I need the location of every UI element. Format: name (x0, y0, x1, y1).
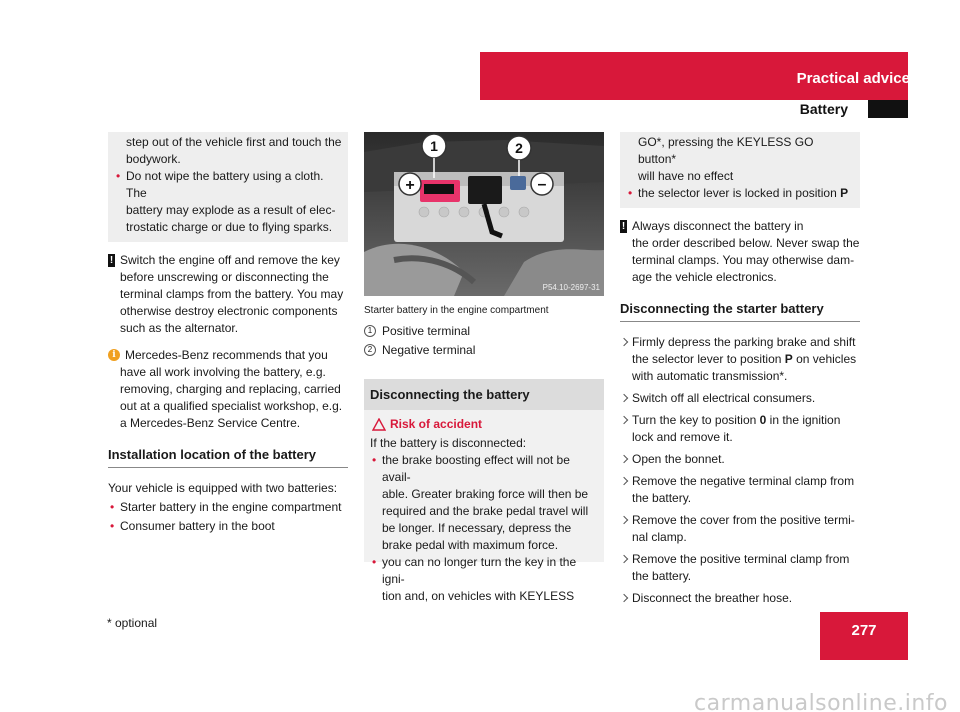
step-item (620, 334, 860, 385)
bullet-item: • the brake boosting effect will not be avail- (370, 452, 598, 486)
note-line: a Mercedes-Benz Service Centre. (120, 416, 301, 430)
legend-text: Positive terminal (382, 324, 471, 338)
legend-number: 1 (364, 325, 376, 337)
continuation-line: step out of the vehicle first and touch the (126, 135, 342, 149)
bullet-continuation: be longer. If necessary, depress the (382, 521, 572, 535)
step-line: the battery. (632, 491, 692, 505)
photo-label-minus: – (537, 176, 547, 193)
note-line: the order described below. Never swap the (632, 236, 860, 250)
step-line: Firmly depress the parking brake and shift (632, 335, 856, 349)
note-line: age the vehicle electronics. (632, 270, 777, 284)
position-key: P (840, 186, 849, 200)
step-line: the battery. (632, 569, 692, 583)
step-item (620, 512, 860, 546)
bullet-continuation: trostatic charge or due to flying sparks. (126, 220, 333, 234)
photo-label-plus: + (405, 177, 415, 194)
step-line: nal clamp. (632, 530, 687, 544)
photo-caption: Starter battery in the engine compartment (364, 305, 549, 316)
note-line: Switch the engine off and remove the key (120, 253, 340, 267)
column-left (108, 132, 348, 535)
risk-heading (370, 416, 598, 433)
step-text: the selector lever to position (632, 352, 785, 366)
step-line: with automatic transmission*. (632, 369, 788, 383)
step-line (632, 351, 860, 368)
legend-text: Negative terminal (382, 343, 476, 357)
note-line: terminal clamps from the battery. You may (120, 287, 344, 301)
exclamation-icon: ! (109, 255, 114, 266)
bullet-continuation: brake pedal with maximum force. (382, 538, 559, 552)
note-line: terminal clamps. You may otherwise dam- (632, 253, 855, 267)
step-line (632, 412, 860, 429)
intro-text: Your vehicle is equipped with two batteries: (108, 481, 338, 495)
bullet-continuation: battery may explode as a result of elec- (126, 203, 336, 217)
bullet-item: • Do not wipe the battery using a cloth. The (114, 168, 342, 202)
watermark: carmanualsonline.info (694, 691, 948, 712)
note-line: removing, charging and replacing, carried (120, 382, 341, 396)
step-item: Disconnect the breather hose. (620, 590, 860, 607)
legend-item (364, 342, 604, 359)
continuation-line: bodywork. (126, 152, 181, 166)
step-item: Switch off all electrical consumers. (620, 390, 860, 407)
photo-label-2: 2 (515, 140, 523, 156)
section-heading: Installation location of the battery (108, 446, 348, 468)
section-title: Practical advice (796, 70, 910, 87)
position-key: 0 (759, 413, 767, 427)
note-line: out at a qualified specialist workshop, e.g. (120, 399, 343, 413)
warning-note (108, 252, 348, 337)
step-item (620, 412, 860, 446)
note-line: before unscrewing or disconnecting the (120, 270, 329, 284)
column-right (620, 132, 860, 612)
bullet-text: the selector lever is locked in position (638, 186, 841, 200)
bullet-item (626, 185, 854, 202)
battery-photo (364, 132, 604, 296)
photo-code: P54.10-2697-31 (542, 283, 600, 292)
step-item: Open the bonnet. (620, 451, 860, 468)
step-item (620, 473, 860, 507)
page-number: 277 (851, 622, 877, 639)
legend-item (364, 323, 604, 340)
section-heading: Disconnecting the starter battery (620, 300, 860, 322)
shaded-continuation (108, 132, 348, 242)
step-text: Turn the key to position (632, 413, 760, 427)
note-line: such as the alternator. (120, 321, 239, 335)
photo-label-1: 1 (430, 138, 438, 154)
step-line: Remove the positive terminal clamp from (632, 552, 850, 566)
info-icon: i (108, 349, 120, 361)
warning-note (620, 218, 860, 286)
step-item (620, 551, 860, 585)
shaded-continuation (620, 132, 860, 208)
note-line: Mercedes-Benz recommends that you (125, 348, 328, 362)
bullet-continuation: able. Greater braking force will then be (382, 487, 589, 501)
risk-intro: If the battery is disconnected: (370, 436, 527, 450)
legend-number: 2 (364, 344, 376, 356)
bullet-item: • Consumer battery in the boot (108, 518, 348, 535)
bullet-item: • Starter battery in the engine compartment (108, 499, 348, 516)
warning-box-body (364, 410, 604, 603)
bullet-continuation: tion and, on vehicles with KEYLESS (382, 589, 575, 603)
exclamation-icon: ! (621, 221, 626, 232)
step-line: Remove the cover from the positive termi- (632, 513, 855, 527)
risk-title: Risk of accident (390, 417, 483, 431)
position-key: P (784, 352, 793, 366)
bullet-item: • you can no longer turn the key in the igni- (370, 554, 598, 588)
continuation-line: GO*, pressing the KEYLESS GO button* (638, 135, 814, 166)
step-line: Remove the negative terminal clamp from (632, 474, 855, 488)
info-note (108, 347, 348, 432)
warning-triangle-icon (372, 418, 386, 431)
column-middle (364, 132, 604, 603)
step-text: in the ignition (766, 413, 841, 427)
header-black-tab (868, 100, 908, 118)
step-text: on vehicles (792, 352, 857, 366)
subsection-title: Battery (799, 101, 848, 117)
note-line: Always disconnect the battery in (632, 219, 804, 233)
footnote: * optional (107, 616, 158, 630)
step-line: lock and remove it. (632, 430, 733, 444)
warning-box-title: Disconnecting the battery (364, 379, 604, 410)
bullet-continuation: required and the brake pedal travel will (382, 504, 589, 518)
continuation-line: will have no effect (638, 169, 734, 183)
note-line: otherwise destroy electronic components (120, 304, 338, 318)
note-line: have all work involving the battery, e.g. (120, 365, 326, 379)
page-number-box (820, 612, 908, 660)
